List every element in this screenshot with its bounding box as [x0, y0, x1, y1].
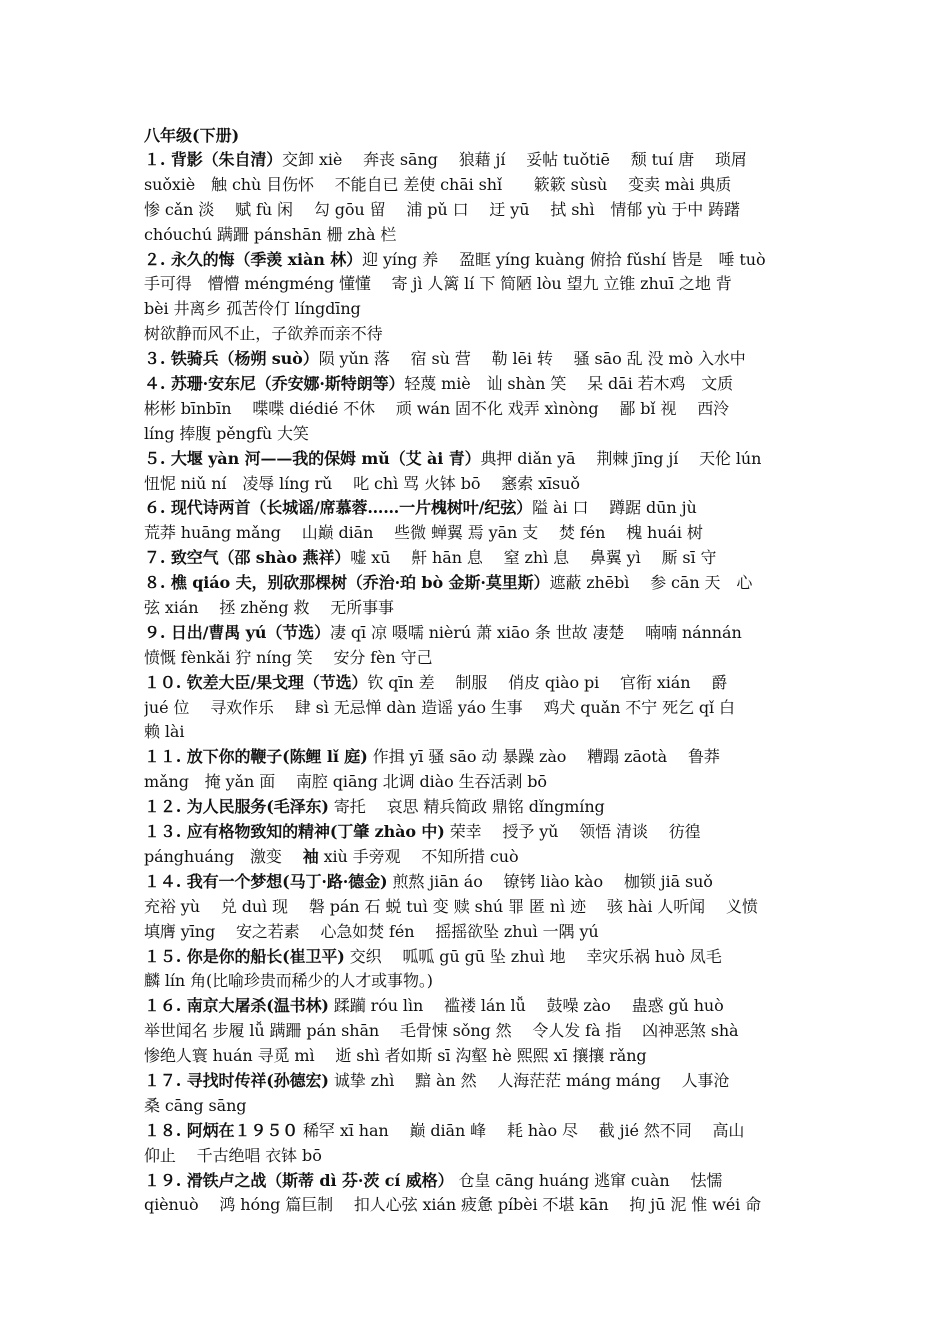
text-line: [144, 770, 812, 795]
text-line: [144, 696, 812, 721]
vocabulary-text: 嘘 xū 鼾 hān 息 窒 zhì 息 鼻翼 yì 厮 sī 守: [350, 548, 717, 568]
text-line: [144, 720, 812, 745]
vocabulary-text: 赖 lài: [144, 722, 185, 742]
lesson-heading: ６. 现代诗两首（长城谣/席慕蓉……一片槐树叶/纪弦）: [144, 498, 533, 518]
text-line: [144, 1069, 812, 1094]
vocabulary-text: mǎng 掩 yǎn 面 南腔 qiāng 北调 diào 生吞活剥 bō: [144, 772, 547, 792]
vocabulary-text: 树欲静而风不止，子欲养而亲不待: [144, 324, 383, 344]
text-line: [144, 1169, 812, 1194]
lesson-heading: ３. 铁骑兵（杨朔 suò）: [144, 349, 319, 369]
text-line: [144, 795, 812, 820]
text-line: [144, 248, 812, 273]
lesson-heading: １０. 钦差大臣/果戈理（节选）: [144, 672, 368, 692]
text-line: [144, 397, 812, 422]
vocabulary-text: 作揖 yī 骚 sāo 动 暴躁 zào 糟蹋 zāotà 鲁莽: [367, 747, 720, 767]
document-page: [144, 123, 812, 1218]
text-line: [144, 994, 812, 1019]
vocabulary-text: 蹂躏 róu lìn 褴褛 lán lǚ 鼓噪 zào 蛊惑 gǔ huò: [328, 996, 724, 1016]
lesson-heading: １３. 应有格物致知的精神(丁肇 zhào 中): [144, 822, 445, 842]
text-line: [144, 1144, 812, 1169]
text-line: [144, 472, 812, 497]
lesson-heading: １８. 阿炳在１９５０: [144, 1120, 299, 1140]
lesson-heading: 袖: [302, 846, 319, 866]
text-line: [144, 223, 812, 248]
lesson-heading: １７. 寻找时传祥(孙德宏): [144, 1070, 329, 1090]
text-line: [144, 820, 812, 845]
lesson-heading: ８. 樵 qiáo 夫，别砍那棵树（乔治·珀 bò 金斯·莫里斯）: [144, 573, 550, 593]
text-line: [144, 621, 812, 646]
text-line: [144, 945, 812, 970]
vocabulary-text: 诚挚 zhì 黯 àn 然 人海茫茫 máng máng 人事沧: [328, 1070, 730, 1090]
vocabulary-text: jué 位 寻欢作乐 肆 sì 无忌惮 dàn 造谣 yáo 生事 鸡犬 quǎn 不宁 死乞 qǐ 白: [144, 697, 735, 717]
lesson-heading: １１. 放下你的鞭子(陈鲤 lǐ 庭): [144, 747, 368, 767]
lesson-heading: １５. 你是你的船长(崔卫平): [144, 946, 345, 966]
vocabulary-text: xiù 手旁观 不知所措 cuò: [318, 846, 519, 866]
text-line: [144, 870, 812, 895]
text-line: [144, 521, 812, 546]
lesson-heading: １. 背影（朱自清）: [144, 150, 283, 169]
vocabulary-text: 荒莽 huāng mǎng 山巅 diān 些微 蝉翼 焉 yān 支 焚 fén 槐 huái 树: [144, 523, 703, 543]
text-line: [144, 347, 812, 372]
vocabulary-text: 寄托 哀思 精兵简政 鼎铭 dǐngmíng: [328, 797, 605, 817]
text-line: [144, 297, 812, 322]
text-line: [144, 1019, 812, 1044]
vocabulary-text: 仰止 千古绝唱 衣钵 bō: [144, 1145, 322, 1165]
text-line: [144, 198, 812, 223]
vocabulary-text: 忸怩 niǔ ní 凌辱 líng rǔ 叱 chì 骂 火钵 bō 窸索 xīsuǒ: [144, 473, 580, 493]
text-line: [144, 895, 812, 920]
text-line: [144, 969, 812, 994]
vocabulary-text: 荣幸 授予 yǔ 领悟 清谈 彷徨: [444, 822, 701, 842]
vocabulary-text: bèi 井离乡 孤苦伶仃 língdīng: [144, 299, 361, 319]
vocabulary-text: 稀罕 xī han 巅 diān 峰 耗 hào 尽 截 jié 然不同 高山: [298, 1120, 745, 1140]
vocabulary-text: 充裕 yù 兑 duì 现 磐 pán 石 蜕 tuì 变 赎 shú 罪 匿 nì 迹 骇 hài 人听闻 义愤: [144, 896, 758, 916]
lesson-heading: ５. 大堰 yàn 河——我的保姆 mǔ（艾 ài 青）: [144, 448, 481, 468]
text-line: [144, 596, 812, 621]
vocabulary-text: 彬彬 bīnbīn 喋喋 diédié 不休 顽 wán 固不化 戏弄 xìnòng 鄙 bǐ 视 西泠: [144, 398, 730, 418]
vocabulary-text: 陨 yǔn 落 宿 sù 营 勒 lēi 转 骚 sāo 乱 没 mò 入水中: [318, 349, 746, 369]
vocabulary-text: 惨绝人寰 huán 寻觅 mì 逝 shì 者如斯 sī 沟壑 hè 熙熙 xī 攘攘 rǎng: [144, 1046, 647, 1066]
vocabulary-text: 轻蔑 miè 讪 shàn 笑 呆 dāi 若木鸡 文质: [404, 374, 734, 394]
lesson-heading: ７. 致空气（邵 shào 燕祥）: [144, 548, 351, 568]
vocabulary-text: 桑 cāng sāng: [144, 1095, 247, 1115]
vocabulary-text: 钦 qīn 差 制服 俏皮 qiào pi 官衔 xián 爵: [367, 672, 728, 692]
lesson-heading: １６. 南京大屠杀(温书林): [144, 996, 329, 1016]
vocabulary-text: líng 捧腹 pěngfù 大笑: [144, 423, 309, 443]
text-line: [144, 422, 812, 447]
lesson-heading: １２. 为人民服务(毛泽东): [144, 797, 329, 817]
vocabulary-text: 举世闻名 步履 lǚ 蹒跚 pán shān 毛骨悚 sǒng 然 令人发 fà 指 凶神恶煞 shà: [144, 1021, 739, 1041]
page-title: 八年级(下册): [144, 126, 240, 145]
text-line: [144, 571, 812, 596]
text-line: [144, 322, 812, 347]
lesson-heading: １４. 我有一个梦想(马丁·路·德金): [144, 871, 388, 891]
vocabulary-text: 弦 xián 拯 zhěng 救 无所事事: [144, 598, 394, 618]
text-line: [144, 447, 812, 472]
text-line: [144, 1044, 812, 1069]
vocabulary-text: chóuchú 蹒跚 pánshān 栅 zhà 栏: [144, 224, 397, 244]
text-line: [144, 546, 812, 571]
vocabulary-text: 惨 cǎn 淡 赋 fù 闲 勾 gōu 留 浦 pǔ 口 迂 yū 拭 shì 情郁 yù 于中 踌躇: [144, 199, 740, 219]
text-line: [144, 173, 812, 198]
vocabulary-text: 遮蔽 zhēbì 参 cān 天 心: [549, 573, 753, 593]
lesson-heading: ４. 苏珊·安东尼（乔安娜·斯特朗等）: [144, 374, 405, 394]
vocabulary-text: 典押 diǎn yā 荆棘 jīng jí 天伦 lún: [480, 448, 762, 468]
vocabulary-text: suǒxiè 触 chù 目伤怀 不能自已 差使 chāi shǐ 簌簌 sùsù 变卖 mài 典质: [144, 174, 732, 194]
text-line: [144, 845, 812, 870]
vocabulary-text: qiènuò 鸿 hóng 篇巨制 扣人心弦 xián 疲惫 píbèi 不堪 kān 拘 jū 泥 惟 wéi 命: [144, 1195, 762, 1215]
vocabulary-text: 交织 呱呱 gū gū 坠 zhuì 地 幸灾乐祸 huò 凤毛: [344, 946, 722, 966]
vocabulary-text: 愤慨 fènkǎi 狞 níng 笑 安分 fèn 守己: [144, 647, 433, 667]
text-line: [144, 646, 812, 671]
vocabulary-text: 手可得 懵懵 méngméng 懂懂 寄 jì 人篱 lí 下 简陋 lòu 望九 立锥 zhuī 之地 背: [144, 274, 732, 294]
vocabulary-text: pánghuáng 激变: [144, 846, 303, 866]
text-line: [144, 496, 812, 521]
text-line: [144, 920, 812, 945]
vocabulary-text: 麟 lín 角(比喻珍贵而稀少的人才或事物。): [144, 971, 433, 991]
text-line: [144, 148, 812, 173]
vocabulary-text: 仓皇 cāng huáng 逃窜 cuàn 怯懦: [453, 1170, 723, 1190]
lesson-heading: １９. 滑铁卢之战（斯蒂 dì 芬·茨 cí 威格）: [144, 1170, 454, 1190]
text-line: [144, 745, 812, 770]
vocabulary-text: 迎 yíng 养 盈眶 yíng kuàng 俯拾 fǔshí 皆是 唾 tuò: [362, 249, 766, 269]
vocabulary-text: 凄 qī 凉 嗫嚅 nièrú 萧 xiāo 条 世故 凄楚 喃喃 nánnán: [330, 622, 742, 642]
vocabulary-text: 填膺 yīng 安之若素 心急如焚 fén 摇摇欲坠 zhuì 一隅 yú: [144, 921, 599, 941]
text-line: [144, 671, 812, 696]
text-line: [144, 1094, 812, 1119]
vocabulary-lines: [144, 148, 812, 1218]
lesson-heading: ９. 日出/曹禺 yú（节选）: [144, 622, 330, 642]
text-line: [144, 1119, 812, 1144]
lesson-heading: ２. 永久的悔（季羡 xiàn 林）: [144, 249, 363, 269]
text-line: [144, 1193, 812, 1218]
text-line: [144, 372, 812, 397]
vocabulary-text: 交卸 xiè 奔丧 sāng 狼藉 jí 妥帖 tuǒtiē 颓 tuí 唐 琐屑: [282, 150, 747, 169]
vocabulary-text: 隘 ài 口 蹲踞 dūn jù: [532, 498, 697, 518]
vocabulary-text: 煎熬 jiān áo 镣铐 liào kào 枷锁 jiā suǒ: [387, 871, 713, 891]
text-line: [144, 272, 812, 297]
